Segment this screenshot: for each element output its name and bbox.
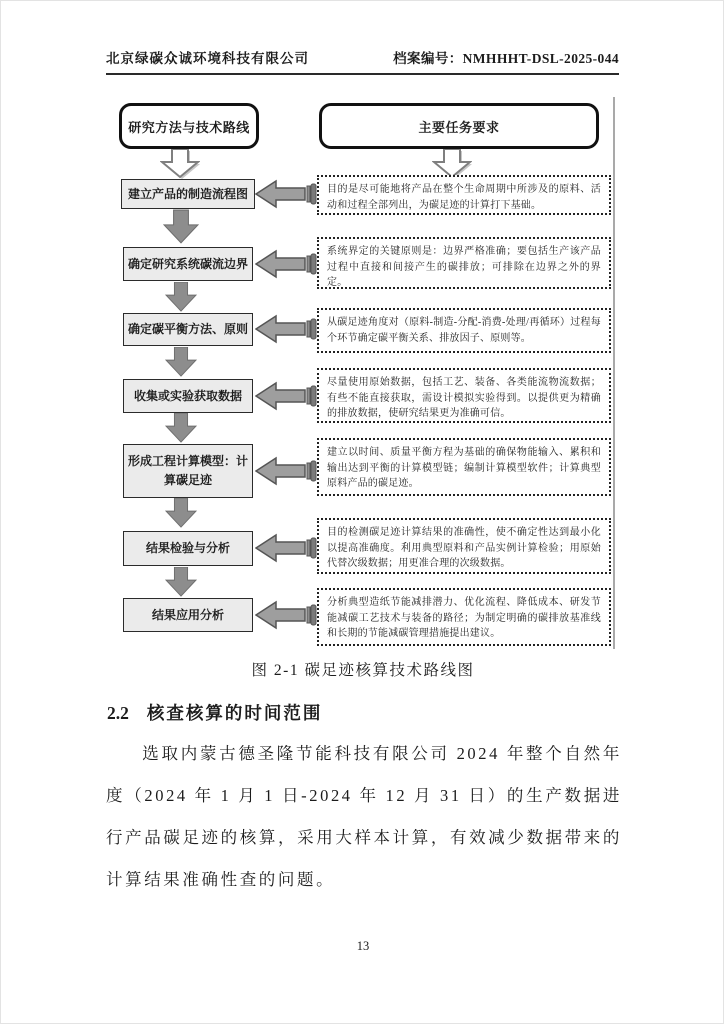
flowchart-step: 确定碳平衡方法、原则 xyxy=(123,313,253,346)
flowchart-step: 形成工程计算模型：计算碳足迹 xyxy=(123,444,253,498)
flowchart-task: 从碳足迹角度对（原料-制造-分配-消费-处理/再循环）过程每个环节确定碳平衡关系、排放因子、原则等。 xyxy=(317,308,611,353)
left-arrow-icon xyxy=(255,379,317,413)
down-arrow-icon xyxy=(163,282,199,312)
figure-right-border xyxy=(613,97,615,649)
flowchart-step: 结果应用分析 xyxy=(123,598,253,632)
flowchart-task: 尽量使用原始数据，包括工艺、装备、各类能流物流数据；有些不能直接获取，需设计模拟实验得到。以提供更为精确的排放数据，使研究结果更为准确可信。 xyxy=(317,368,611,423)
page-number: 13 xyxy=(356,939,370,953)
flowchart-step: 结果检验与分析 xyxy=(123,531,253,566)
company-name: 北京绿碳众诚环境科技有限公司 xyxy=(106,51,309,66)
left-arrow-icon xyxy=(255,598,317,632)
down-arrow-icon xyxy=(163,209,199,245)
left-arrow-icon xyxy=(255,454,317,488)
down-arrow-icon xyxy=(163,413,199,443)
section-title: 核查核算的时间范围 xyxy=(146,703,323,723)
section-heading xyxy=(107,700,322,725)
flowchart-step: 建立产品的制造流程图 xyxy=(121,179,255,209)
down-arrow-icon xyxy=(163,498,199,528)
flowchart-step: 确定研究系统碳流边界 xyxy=(123,247,253,281)
left-arrow-icon xyxy=(255,312,317,346)
down-arrow-icon xyxy=(160,149,200,179)
flowchart-step: 收集或实验获取数据 xyxy=(123,379,253,413)
section-number: 2.2 xyxy=(107,703,129,723)
body-paragraph: 选取内蒙古德圣隆节能科技有限公司 2024 年整个自然年度（2024 年 1 月 1 日-2024 年 12 月 31 日）的生产数据进行产品碳足迹的核算，采用大样本计算，有效减少数据带来的计算结果准确性查的问题。 xyxy=(106,744,622,889)
flowchart-task: 系统界定的关键原则是：边界严格准确；要包括生产该产品过程中直接和间接产生的碳排放；可排除在边界之外的界定。 xyxy=(317,237,611,289)
flowchart-task: 目的检测碳足迹计算结果的准确性，使不确定性达到最小化以提高准确度。利用典型原料和产品实例计算检验；用原始代替次级数据；用更准合理的次级数据。 xyxy=(317,518,611,574)
flowchart-task: 建立以时间、质量平衡方程为基础的确保物能输入、累积和输出达到平衡的计算模型链；编制计算模型软件；计算典型原料产品的碳足迹。 xyxy=(317,438,611,496)
down-arrow-icon xyxy=(163,567,199,597)
down-arrow-icon xyxy=(163,347,199,377)
left-arrow-icon xyxy=(255,247,317,281)
flowchart-left-header: 研究方法与技术路线 xyxy=(119,103,259,149)
figure-caption: 图 2-1 碳足迹核算技术路线图 xyxy=(251,662,475,679)
left-arrow-icon xyxy=(255,177,317,211)
flowchart-figure xyxy=(107,97,621,655)
page-header xyxy=(106,47,619,75)
flowchart-task: 目的是尽可能地将产品在整个生命周期中所涉及的原料、活动和过程全部列出，为碳足迹的计算打下基础。 xyxy=(317,175,611,215)
left-arrow-icon xyxy=(255,531,317,565)
flowchart-right-header: 主要任务要求 xyxy=(319,103,599,149)
flowchart-task: 分析典型造纸节能减排潜力、优化流程、降低成本、研发节能减碳工艺技术与装备的路径；为制定明确的碳排放基准线和长期的节能减碳管理措施提出建议。 xyxy=(317,588,611,646)
file-number: 档案编号：NMHHHT-DSL-2025-044 xyxy=(393,51,619,66)
